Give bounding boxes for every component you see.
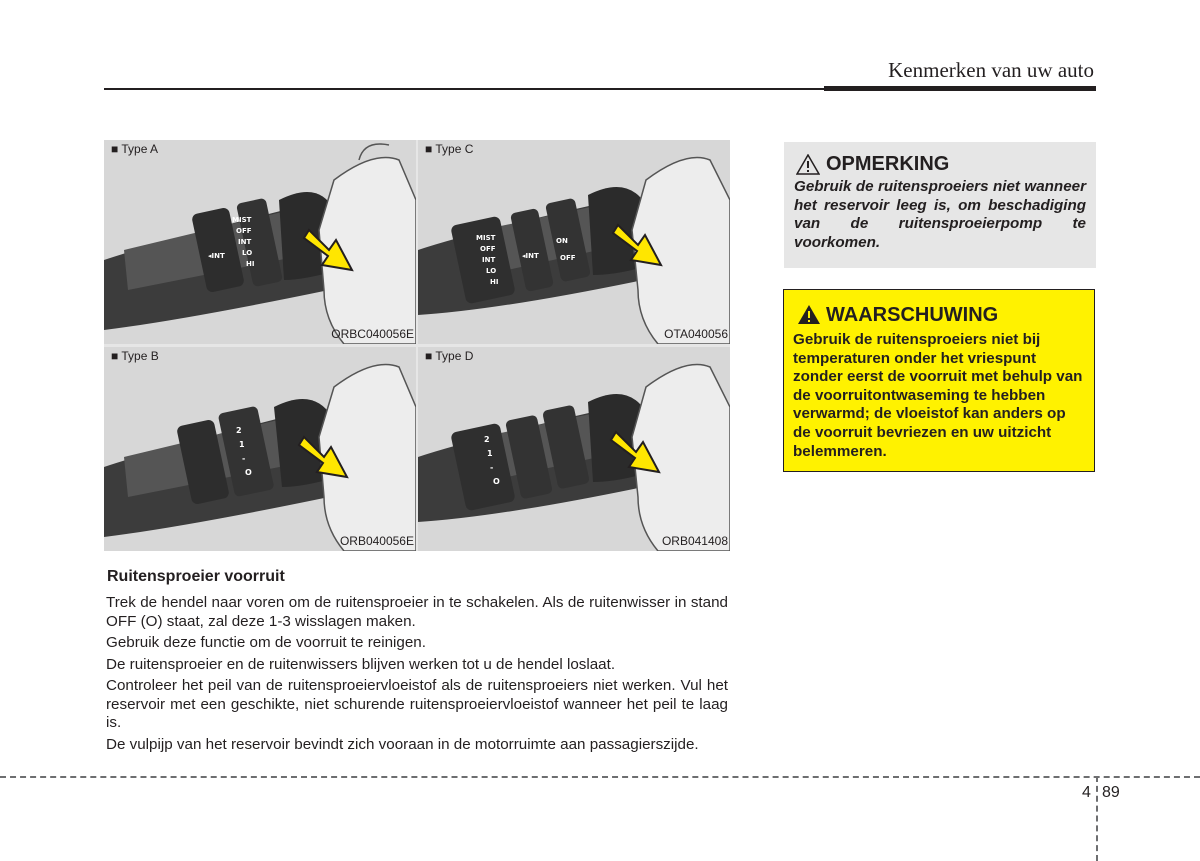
svg-text:OFF: OFF: [560, 254, 576, 262]
page-chapter: 4: [1082, 784, 1091, 801]
svg-text:LO: LO: [242, 249, 253, 257]
warning-triangle-filled-icon: [797, 304, 821, 325]
svg-text:INT: INT: [238, 238, 252, 246]
svg-text:LO: LO: [486, 267, 497, 275]
paragraph: Trek de hendel naar voren om de ruitensproeier in te schakelen. Als de ruitenwisser in stand OFF (O) staat, zal deze 1-3 wisslagen maken.: [106, 594, 728, 630]
panel-label: ■ Type B: [111, 349, 159, 363]
panel-type-a: [104, 140, 416, 344]
panel-type-b: [104, 347, 416, 551]
svg-text:O: O: [245, 468, 252, 477]
svg-text:OFF: OFF: [480, 245, 496, 253]
wiper-figure: [104, 140, 730, 551]
svg-text:◂INT: ◂INT: [208, 252, 225, 260]
svg-text:O: O: [493, 477, 500, 486]
svg-text:MIST: MIST: [232, 216, 252, 224]
svg-text:1: 1: [239, 440, 245, 449]
header-title: Kenmerken van uw auto: [888, 58, 1094, 82]
section-title: Ruitensproeier voorruit: [107, 568, 285, 585]
paragraph: De ruitensproeier en de ruitenwissers blijven werken tot u de hendel loslaat.: [106, 655, 616, 673]
panel-code: ORB040056E: [339, 534, 414, 548]
warning-box: [783, 289, 1095, 472]
svg-text:HI: HI: [246, 260, 255, 268]
svg-text:-: -: [490, 463, 494, 472]
panel-code: OTA040056: [664, 327, 728, 341]
header-tab-bar: [824, 86, 1096, 91]
wiper-lever-illustration-b: [104, 347, 416, 551]
note-box: [784, 142, 1096, 268]
footer-rule: [0, 776, 1200, 778]
warning-text: Gebruik de ruitensproeiers niet bij temperaturen onder het vriespunt zonder eerst de voorruit met behulp van de voorruitontwaseming te hebben verwarmd; de vloeistof kan anders op de voorruit bevriezen en uw uitzicht belemmeren.: [793, 331, 1083, 460]
svg-text:1: 1: [487, 449, 493, 458]
svg-text:INT: INT: [482, 256, 496, 264]
note-text: Gebruik de ruitensproeiers niet wanneer het reservoir leeg is, om beschadiging van de ruitensproeierpomp te voorkomen.: [794, 178, 1086, 251]
svg-text:2: 2: [484, 435, 490, 444]
svg-text:2: 2: [236, 426, 242, 435]
warning-triangle-outline-icon: [796, 154, 820, 175]
panel-type-c: [418, 140, 730, 344]
panel-code: ORB041408: [661, 534, 728, 548]
section-body: [106, 594, 728, 757]
svg-text:OFF: OFF: [236, 227, 252, 235]
paragraph: De vulpijp van het reservoir bevindt zich vooraan in de motorruimte aan passagierszijde.: [106, 735, 699, 753]
panel-label: ■ Type C: [425, 142, 474, 156]
page-number: 89: [1102, 784, 1120, 801]
warning-title: WAARSCHUWING: [826, 304, 999, 326]
svg-text:◂INT: ◂INT: [522, 252, 539, 260]
svg-text:HI: HI: [490, 278, 499, 286]
panel-label: ■ Type A: [111, 142, 159, 156]
panel-type-d: [418, 347, 730, 551]
wiper-lever-illustration-c: [418, 140, 730, 344]
wiper-lever-illustration-d: [418, 347, 730, 551]
panel-label: ■ Type D: [425, 349, 474, 363]
paragraph: Controleer het peil van de ruitensproeiervloeistof als de ruitensproeiers niet werken. Vul het reservoir met een geschikte, niet schurende ruitensproeiervloeistof wanneer het peil te laag is.: [106, 677, 728, 731]
svg-text:ON: ON: [556, 237, 568, 245]
footer-divider: [1096, 776, 1098, 861]
wiper-lever-illustration-a: [104, 140, 416, 344]
svg-text:MIST: MIST: [476, 234, 496, 242]
svg-text:-: -: [242, 454, 246, 463]
note-title: OPMERKING: [826, 153, 950, 175]
paragraph: Gebruik deze functie om de voorruit te reinigen.: [106, 634, 426, 651]
panel-code: ORBC040056E: [331, 327, 414, 341]
